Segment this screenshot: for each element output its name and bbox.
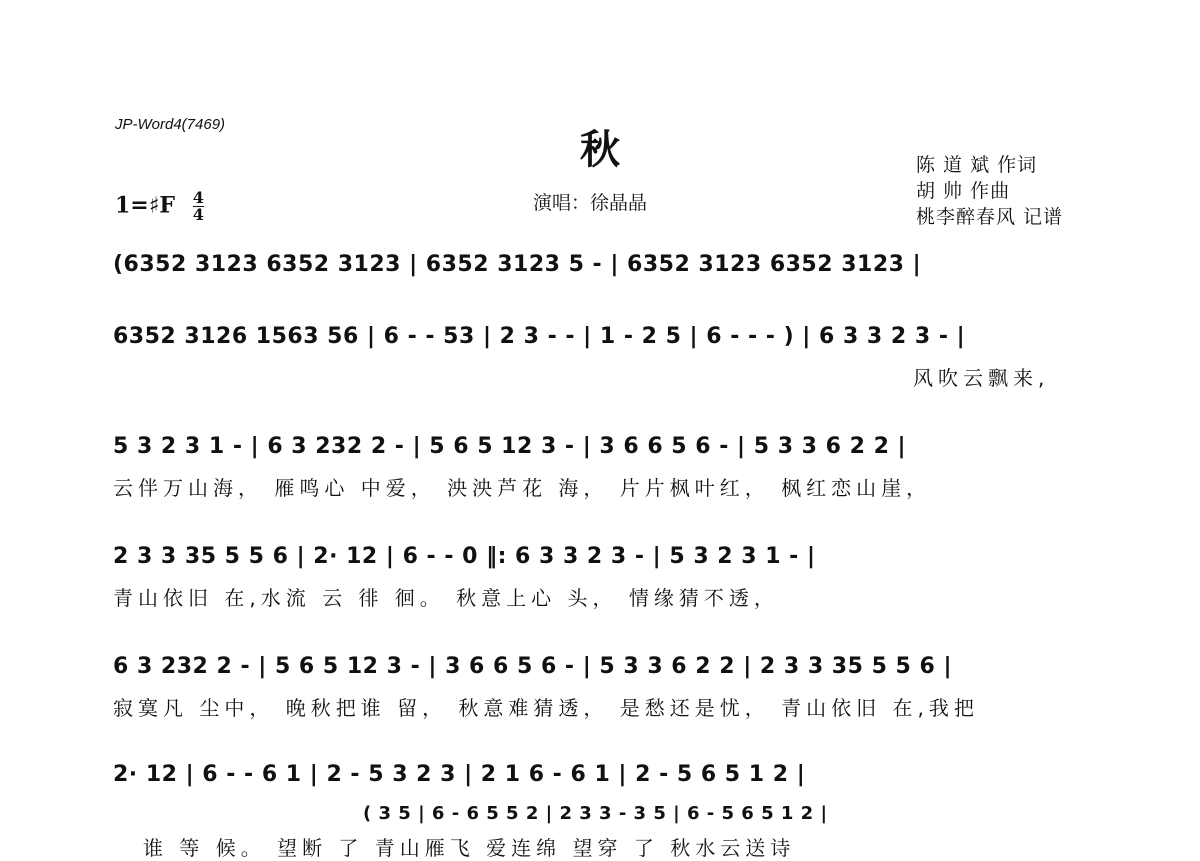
singer-credit: 演唱：徐晶晶: [533, 192, 648, 214]
notes-line-6: 2· 12 | 6 - - 6 1 | 2 - 5 3 2 3 | 2 1 6 - 6 1 | 2 - 5 6 5 1 2 |: [113, 761, 806, 787]
lyrics-line-6: 谁 等 候。 望断 了 青山雁飞 爱连绵 望穿 了 秋水云送诗: [143, 836, 796, 860]
source-label: JP-Word4(7469): [115, 116, 226, 133]
time-signature: [193, 190, 204, 223]
lyrics-line-3: 云伴万山海， 雁鸣心 中爱， 泱泱芦花 海， 片片枫叶红， 枫红恋山崖，: [113, 476, 932, 500]
notes-line-3: 5 3 2 3 1 - | 6 3 232 2 - | 5 6 5 12 3 - | 3 6 6 5 6 - | 5 3 3 6 2 2 |: [113, 433, 907, 459]
notes-line-2: 6352 3126 1563 56 | 6 - - 53 | 2 3 - - | 1 - 2 5 | 6 - - - ) | 6 3 3 2 3 - |: [113, 323, 966, 349]
composer-credit: 胡 帅 作曲: [916, 180, 1011, 202]
lyrics-line-5: 寂寞凡 尘中， 晚秋把谁 留， 秋意难猜透， 是愁还是忧， 青山依旧 在,我把: [113, 696, 979, 720]
sub-notes-line-6: ( 3 5 | 6 - 6 5 5 2 | 2 3 3 - 3 5 | 6 - 5 6 5 1 2 |: [363, 802, 828, 824]
song-title: 秋: [580, 126, 620, 173]
meter-numerator: 4: [192, 188, 204, 207]
key-label: 1=♯F: [115, 192, 176, 219]
transcriber-credit: 桃李醉春风 记谱: [916, 206, 1064, 228]
meter-denominator: 4: [192, 205, 204, 224]
notes-line-5: 6 3 232 2 - | 5 6 5 12 3 - | 3 6 6 5 6 - | 5 3 3 6 2 2 | 2 3 3 35 5 5 6 |: [113, 653, 953, 679]
key-signature: [115, 190, 204, 223]
notes-line-4: 2 3 3 35 5 5 6 | 2· 12 | 6 - - 0 ‖: 6 3 3 2 3 - | 5 3 2 3 1 - |: [113, 543, 816, 569]
lyrics-line-2: 风吹云飘来,: [913, 366, 1050, 390]
lyricist-credit: 陈 道 斌 作词: [916, 154, 1038, 176]
lyrics-line-4: 青山依旧 在,水流 云 徘 徊。 秋意上心 头， 情缘猜不透，: [113, 586, 779, 610]
notes-line-1: (6352 3123 6352 3123 | 6352 3123 5 - | 6352 3123 6352 3123 |: [113, 251, 922, 277]
